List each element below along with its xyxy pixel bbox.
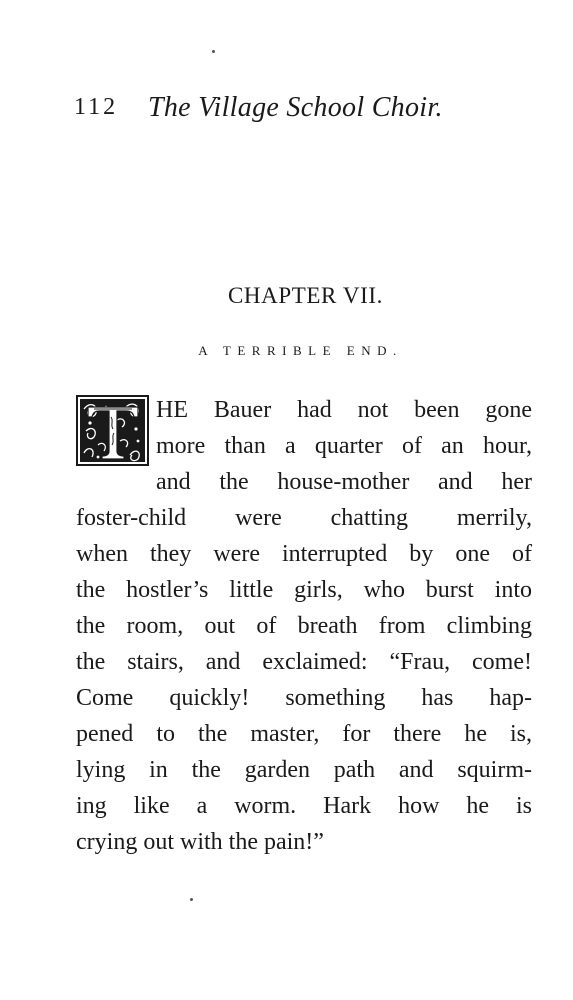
paper-speck [212,50,215,53]
text-line: Come quickly! something has hap- [76,685,532,711]
paper-speck [190,898,193,901]
chapter-subtitle: A TERRIBLE END. [198,343,403,358]
text-line: ing like a worm. Hark how he is [76,793,532,819]
running-title: The Village School Choir. [148,92,443,123]
text-line: pened to the master, for there he is, [76,721,532,747]
text-line: more than a quarter of an hour, [156,433,532,459]
page-number: 112 [74,94,119,120]
chapter-body-text [76,392,532,860]
text-line: and the house-mother and her [156,469,532,495]
text-line: the room, out of breath from climbing [76,613,532,639]
text-line: when they were interrupted by one of [76,541,532,567]
text-line: lying in the garden path and squirm- [76,757,532,783]
text-line: the stairs, and exclaimed: “Frau, come! [76,649,532,675]
chapter-heading: CHAPTER VII. [227,283,383,308]
running-head [74,92,534,132]
text-line: HE Bauer had not been gone [156,397,532,423]
text-line: foster-child were chatting merrily, [76,505,532,531]
text-line: crying out with the pain!” [76,829,324,855]
text-line: the hostler’s little girls, who burst into [76,577,532,603]
